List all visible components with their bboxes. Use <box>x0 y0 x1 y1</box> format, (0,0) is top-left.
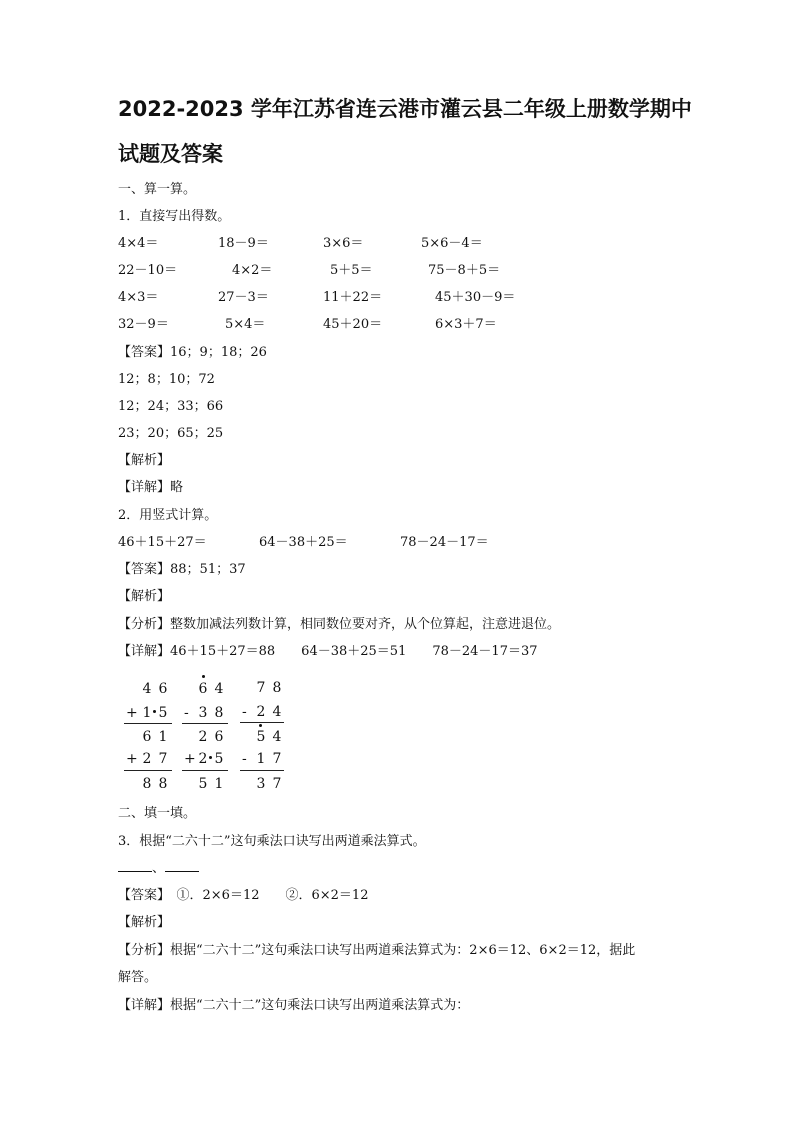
fenxi-text: 整数加减法列数计算，相同数位要对齐，从个位算起，注意进退位。 <box>170 617 561 632</box>
rule-line <box>182 723 228 724</box>
problem: 45＋20＝ <box>323 317 383 332</box>
problem: 32－9＝ <box>118 317 169 332</box>
digit: 4 <box>142 681 152 697</box>
problem: 4×3＝ <box>118 290 159 305</box>
title-line-2: 试题及答案 <box>118 142 223 166</box>
fenxi-tag: 【分析】 <box>118 617 171 632</box>
q2-answer-line <box>118 562 246 578</box>
digit: 5 <box>198 776 208 792</box>
digit: 2 <box>142 751 152 767</box>
q3-answer-line <box>118 888 368 904</box>
rule-line <box>240 722 284 723</box>
digit: 3 <box>256 776 266 792</box>
digit: 8 <box>214 705 224 721</box>
digit: 6 <box>198 681 208 697</box>
q2-detail-line <box>118 644 538 660</box>
digit: 8 <box>272 680 282 696</box>
detail-text: 46＋15＋27＝88 64－38＋25＝51 78－24－17＝37 <box>170 644 538 659</box>
detail-tag: 【详解】 <box>118 998 171 1013</box>
problem: 22－10＝ <box>118 263 178 278</box>
digit: 1 <box>214 776 224 792</box>
digit: 6 <box>142 729 152 745</box>
problem: 5×6－4＝ <box>421 236 483 251</box>
operator: - <box>242 704 247 720</box>
detail-tag: 【详解】 <box>118 480 171 495</box>
digit: 7 <box>256 680 266 696</box>
digit: 5 <box>158 705 168 721</box>
digit: 7 <box>272 751 282 767</box>
operator: - <box>242 751 247 767</box>
rule-line <box>240 770 284 771</box>
question-1-label: 1．直接写出得数。 <box>118 209 231 224</box>
digit: 7 <box>158 751 168 767</box>
problem: 5×4＝ <box>225 317 266 332</box>
fenxi-tag: 【分析】 <box>118 943 171 958</box>
q2-fenxi-line <box>118 617 560 633</box>
answer-tag: 【答案】 <box>118 562 171 577</box>
detail-text: 根据“二六十二”这句乘法口诀写出两道乘法算式为： <box>170 998 470 1013</box>
section-heading-2: 二、填一填。 <box>118 806 197 821</box>
question-3-label: 3．根据“二六十二”这句乘法口诀写出两道乘法算式。 <box>118 834 426 849</box>
rule-line <box>182 770 228 771</box>
problem: 4×2＝ <box>232 263 273 278</box>
detail-text: 略 <box>170 480 184 495</box>
operator: + <box>126 705 138 721</box>
borrow-dot <box>259 724 262 727</box>
digit: 1 <box>158 729 168 745</box>
rule-line <box>124 723 172 724</box>
analysis-tag: 【解析】 <box>118 453 171 468</box>
problem: 75－8＋5＝ <box>428 263 501 278</box>
problem: 5＋5＝ <box>330 263 373 278</box>
digit: 4 <box>272 729 282 745</box>
rule-line <box>124 770 172 771</box>
answer-row: 23；20；65；25 <box>118 426 224 441</box>
answer-row: 16；9；18；26 <box>170 345 267 360</box>
carry-dot <box>209 756 212 759</box>
problem: 11＋22＝ <box>323 290 383 305</box>
problem: 18－9＝ <box>218 236 269 251</box>
problem: 6×3＋7＝ <box>435 317 497 332</box>
fenxi-text: 根据“二六十二”这句乘法口诀写出两道乘法算式为：2×6＝12、6×2＝12，据此 <box>170 943 636 958</box>
problem: 27－3＝ <box>218 290 269 305</box>
digit: 8 <box>142 776 152 792</box>
q3-blanks <box>118 861 199 877</box>
borrow-dot <box>202 675 205 678</box>
q1-detail-line <box>118 480 183 496</box>
problem: 46＋15＋27＝ <box>118 535 207 550</box>
digit: 4 <box>214 681 224 697</box>
answer-text: ①．2×6＝12 ②．6×2＝12 <box>163 888 369 903</box>
problem: 64－38＋25＝ <box>259 535 348 550</box>
digit: 4 <box>272 704 282 720</box>
title-line-1: 2022-2023 学年江苏省连云港市灌云县二年级上册数学期中 <box>118 97 692 121</box>
q3-detail-line <box>118 998 469 1014</box>
answer-row: 12；8；10；72 <box>118 372 215 387</box>
digit: 6 <box>158 681 168 697</box>
blank-separator: 、 <box>152 861 166 876</box>
fenxi-text-cont: 解答。 <box>118 970 158 985</box>
q1-answer-line <box>118 345 267 361</box>
detail-tag: 【详解】 <box>118 644 171 659</box>
answer-tag: 【答案】 <box>118 888 164 903</box>
digit: 3 <box>198 705 208 721</box>
analysis-tag: 【解析】 <box>118 589 171 604</box>
problem: 78－24－17＝ <box>400 535 489 550</box>
digit: 2 <box>198 729 208 745</box>
digit: 2 <box>256 704 266 720</box>
digit: 5 <box>214 751 224 767</box>
answer-row: 12；24；33；66 <box>118 399 224 414</box>
problem: 4×4＝ <box>118 236 159 251</box>
answer-blank[interactable] <box>118 861 152 872</box>
problem: 45＋30－9＝ <box>435 290 516 305</box>
digit: 5 <box>256 729 266 745</box>
carry-dot <box>153 710 156 713</box>
operator: + <box>126 751 138 767</box>
digit: 1 <box>142 705 152 721</box>
q3-fenxi-line <box>118 943 635 959</box>
digit: 1 <box>256 751 266 767</box>
digit: 8 <box>158 776 168 792</box>
operator: + <box>184 751 196 767</box>
digit: 2 <box>198 751 208 767</box>
analysis-tag: 【解析】 <box>118 915 171 930</box>
operator: - <box>184 705 189 721</box>
answer-blank[interactable] <box>165 861 199 872</box>
answer-text: 88；51；37 <box>170 562 246 577</box>
digit: 6 <box>214 729 224 745</box>
section-heading-1: 一、算一算。 <box>118 182 197 197</box>
question-2-label: 2．用竖式计算。 <box>118 508 218 523</box>
answer-tag: 【答案】 <box>118 345 171 360</box>
digit: 7 <box>272 776 282 792</box>
problem: 3×6＝ <box>323 236 364 251</box>
